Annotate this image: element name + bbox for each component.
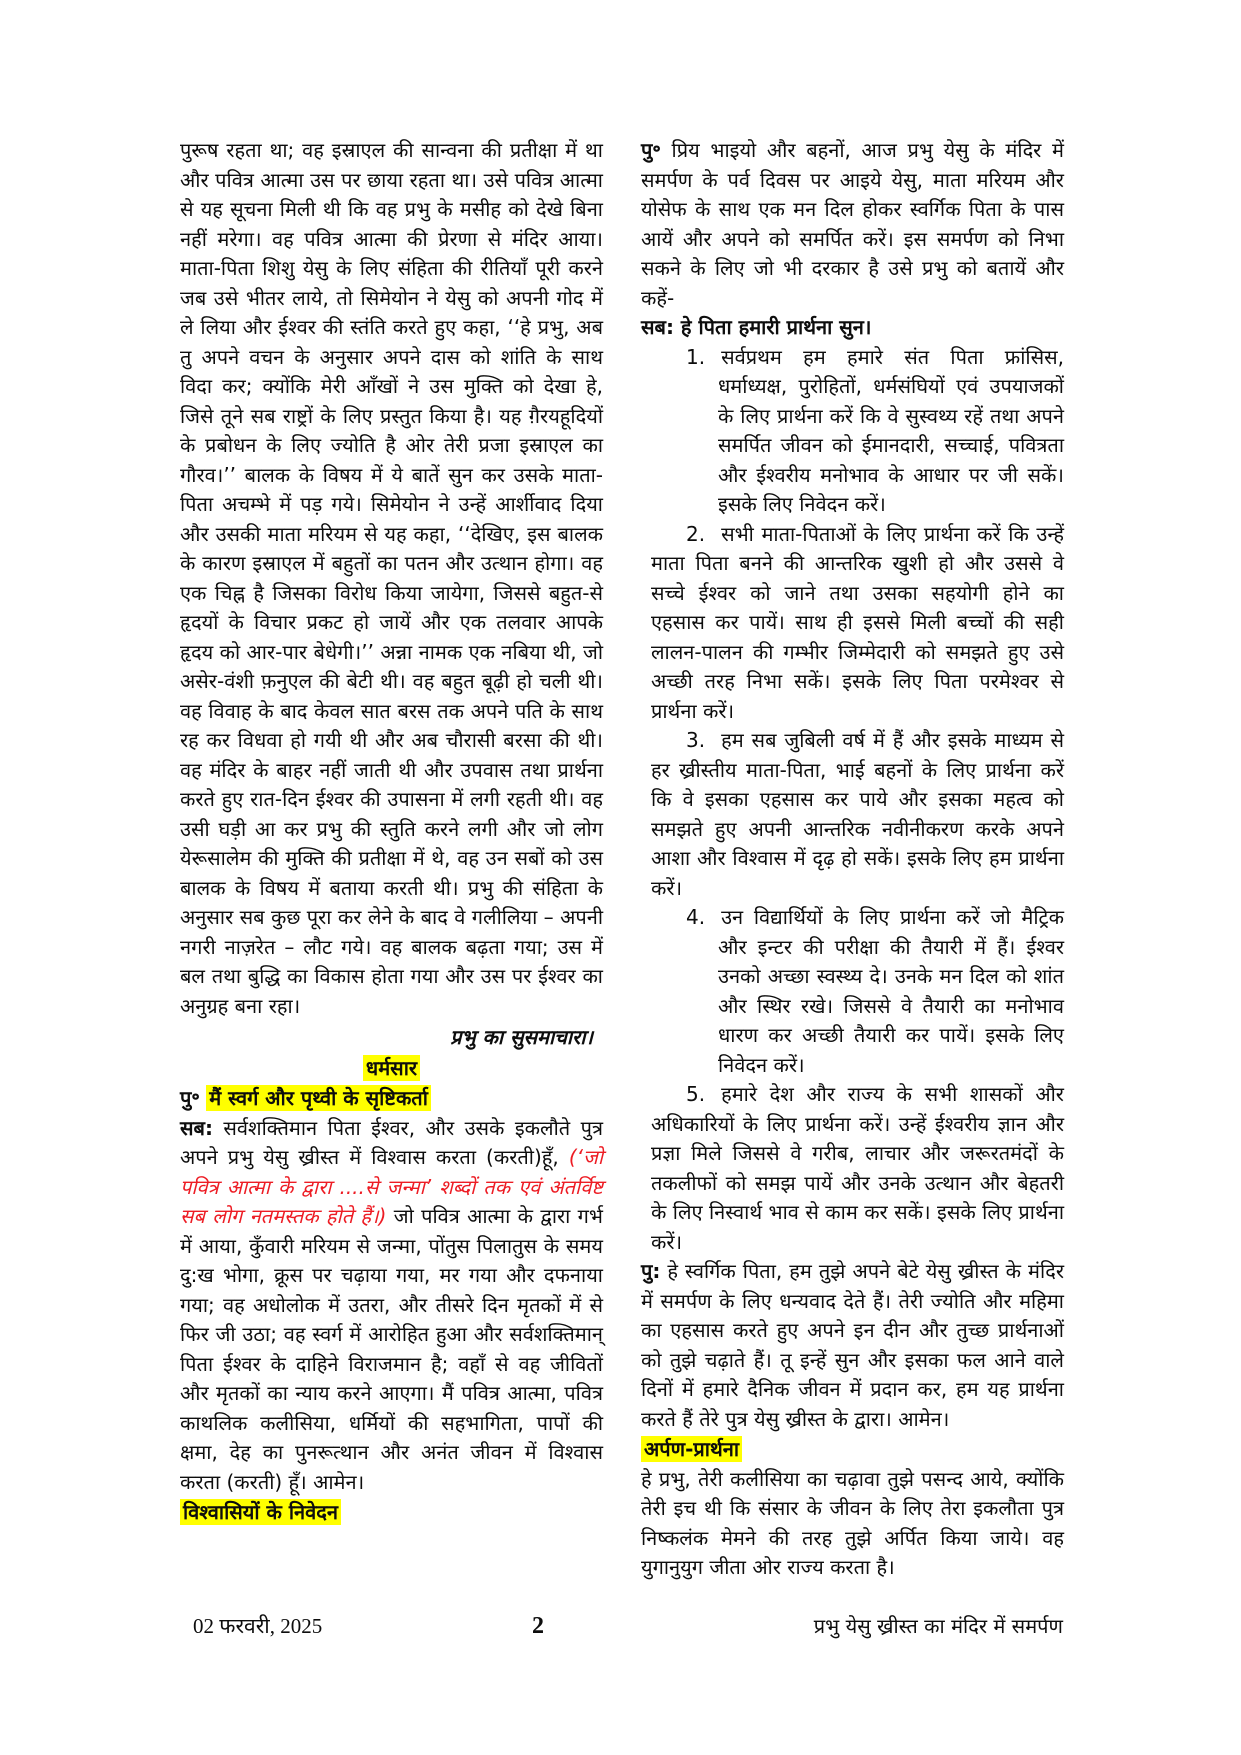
petition-text: हम सब जुबिली वर्ष में हैं और इसके माध्यम से हर ख्रीस्तीय माता-पिता, भाई बहनों के लिए प्रार्थना करें कि वे इसका एहसास कर पाये और इसका महत्व को समझते हुए अपनी आन्तरिक नवीनीकरण करके अपने आशा और विश्वास में दृढ़ हो सकें। इसके लिए हम प्रार्थना करें। <box>651 728 1064 900</box>
two-column-layout <box>180 136 1064 1583</box>
response-line <box>641 313 1064 343</box>
petition-item <box>641 343 1064 520</box>
page-footer <box>193 1612 1063 1640</box>
footer-page-number: 2 <box>532 1613 545 1639</box>
petition-number: 1. <box>686 344 706 369</box>
petitions-list <box>641 343 1064 1258</box>
footer-date: 02 फरवरी, 2025 <box>193 1614 323 1638</box>
petition-item <box>641 726 1064 903</box>
petition-text: सभी माता-पिताओं के लिए प्रार्थना करें कि उन्हें माता पिता बनने की आन्तरिक खुशी हो और उससे वे सच्चे ईश्वर को जाने तथा उसका सहयोगी होने का एहसास कर पायें। साथ ही इससे मिली बच्चों की सही लालन-पालन की गम्भीर जिम्मेदारी को समझते हुए उसे अच्छी तरह निभा सकें। इसके लिए पिता परमेश्वर से प्रार्थना करें। <box>651 521 1064 723</box>
gospel-paragraph: पुरूष रहता था; वह इस्राएल की सान्वना की प्रतीक्षा में था और पवित्र आत्मा उस पर छाया रहता था। उसे पवित्र आत्मा से यह सूचना मिली थी कि वह प्रभु के मसीह को देखे बिना नहीं मरेगा। वह पवित्र आत्मा की प्रेरणा से मंदिर आया। माता-पिता शिशु येसु के लिए संहिता की रीतियाँ पूरी करने जब उसे भीतर लाये, तो सिमेयोन ने येसु को अपनी गोद में ले लिया और ईश्वर की स्तंति करते हुए कहा, ‘‘हे प्रभु, अब तु अपने वचन के अनुसार अपने दास को शांति के साथ विदा कर; क्योंकि मेरी आँखों ने उस मुक्ति को देखा हे, जिसे तूने सब राष्ट्रों के लिए प्रस्तुत किया है। यह ग़ैरयहूदियों के प्रबोधन के लिए ज्योति है ओर तेरी प्रजा इस्राएल का गौरव।’’ बालक के विषय में ये बातें सुन कर उसके माता-पिता अचम्भे में पड़ गये। सिमेयोन ने उन्हें आर्शीवाद दिया और उसकी माता मरियम से यह कहा, ‘‘देखिए, इस बालक के कारण इस्राएल में बहुतों का पतन और उत्थान होगा। वह एक चिह्न है जिसका विरोध किया जायेगा, जिससे बहुत-से हृदयों के विचार प्रकट हो जायें और एक तलवार आपके हृदय को आर-पार बेधेगी।’’ अन्ना नामक एक नबिया थी, जो असेर-वंशी फ़नुएल की बेटी थी। वह बहुत बूढ़ी हो चली थी। वह विवाह के बाद केवल सात बरस तक अपने पति के साथ रह कर विधवा हो गयी थी और अब चौरासी बरसा की थी। वह मंदिर के बाहर नहीं जाती थी और उपवास तथा प्रार्थना करते हुए रात-दिन ईश्वर की उपासना में लगी रहती थी। वह उसी घड़ी आ कर प्रभु की स्तुति करने लगी और जो लोग येरूसालेम की मुक्ति की प्रतीक्षा में थे, वह उन सबों को उस बालक के विषय में बताया करती थी। प्रभु की संहिता के अनुसार सब कुछ पूरा कर लेने के बाद वे गलीलिया – अपनी नगरी नाज़रेत – लौट गये। वह बालक बढ़ता गया; उस में बल तथा बुद्धि का विकास होता गया और उस पर ईश्वर का अनुग्रह बना रहा। <box>180 138 603 1018</box>
creed-text-2: जो पवित्र आत्मा के द्वारा गर्भ में आया, कुँवारी मरियम से जन्मा, पोंतुस पिलातुस के समय दु:ख भोगा, क्रूस पर चढ़ाया गया, मर गया और दफनाया गया; वह अधोलोक में उतरा, और तीसरे दिन मृतकों में से फिर जी उठा; वह स्वर्ग में आरोहित हुआ और सर्वशक्तिमान् पिता ईश्वर के दाहिने विराजमान है; वहाँ से वह जीवितों और मृतकों का न्याय करने आएगा। मैं पवित्र आत्मा, पवित्र काथलिक कलीसिया, धर्मियों की सहभागिता, पापों की क्षमा, देह का पुनरूत्थान और अनंत जीवन में विश्वास करता (करती) हूँ। आमेन। <box>180 1204 603 1494</box>
priest-prefix: पु॰ <box>180 1086 200 1110</box>
left-column <box>180 136 603 1583</box>
gospel-source-line: प्रभु का सुसमाचारा। <box>450 1025 593 1049</box>
intro-text: प्रिय भाइयो और बहनों, आज प्रभु येसु के मंदिर में समर्पण के पर्व दिवस पर आइये येसु, माता मरियम और योसेफ के साथ एक मन दिल होकर स्वर्गिक पिता के पास आयें और अपने को समर्पित करें। इस समर्पण को निभा सकने के लिए जो भी दरकार है उसे प्रभु को बतायें और कहें- <box>641 138 1064 310</box>
faithful-petitions-heading <box>180 1498 603 1528</box>
faithful-heading-highlight: विश्वासियों के निवेदन <box>180 1499 341 1525</box>
petition-number: 3. <box>686 728 706 752</box>
creed-priest-line <box>180 1084 603 1114</box>
creed-section-heading <box>180 1054 603 1084</box>
response-text: हे पिता हमारी प्रार्थना सुन। <box>673 315 872 339</box>
priest-prefix: पु: <box>641 1259 661 1283</box>
petition-number: 2. <box>686 521 706 546</box>
petition-text: उन विद्यार्थियों के लिए प्रार्थना करें जो मैट्रिक और इन्टर की परीक्षा की तैयारी में हैं। ईश्वर उनको अच्छा स्वस्थ्य दे। उनके मन दिल को शांत और स्थिर रखे। जिससे वे तैयारी का मनोभाव धारण कर अच्छी तैयारी कर पायें। इसके लिए निवेदन करें। <box>718 905 1064 1077</box>
petition-item <box>641 520 1064 727</box>
creed-text-1: सर्वशक्तिमान पिता ईश्वर, और उसके इकलौते पुत्र अपने प्रभु येसु ख्रीस्त में विश्वास करता (करती)हूँ, <box>180 1115 603 1169</box>
right-column <box>641 136 1064 1583</box>
offertory-heading <box>641 1435 1064 1465</box>
offertory-paragraph: हे प्रभु, तेरी कलीसिया का चढ़ावा तुझे पसन्द आये, क्योंकि तेरी इच थी कि संसार के जीवन के लिए तेरा इकलौता पुत्र निष्कलंक मेमने की तरह तुझे अर्पित किया जाये। वह युगानुयुग जीता ओर राज्य करता है। <box>641 1466 1064 1579</box>
petition-number: 4. <box>686 905 706 929</box>
priest-prayer-text: हे स्वर्गिक पिता, हम तुझे अपने बेटे येसु ख्रीस्त के मंदिर में समर्पण के लिए धन्यवाद देते हैं। तेरी ज्योति और महिमा का एहसास करते हुए अपने इन दीन और तुच्छ प्रार्थनाओं को तुझे चढ़ाते हैं। तू इन्हें सुन और इसका फल आने वाले दिनों में हमारे दैनिक जीवन में प्रदान कर, हम यह प्रार्थना करते हैं तेरे पुत्र येसु ख्रीस्त के द्वारा। आमेन। <box>641 1259 1064 1431</box>
priest-prefix: पु॰ <box>641 138 661 162</box>
offertory-heading-highlight: अर्पण-प्रार्थना <box>641 1436 742 1462</box>
priest-prayer-paragraph <box>641 1257 1064 1434</box>
petition-item <box>641 1080 1064 1257</box>
creed-rubric-note: (‘जो पवित्र आत्मा के द्वारा ....से जन्मा’ शब्दों तक एवं अंतर्विष्ट सब लोग नतमस्तक होते हैं।) <box>180 1145 603 1228</box>
petition-text: सर्वप्रथम हम हमारे संत पिता फ्रांसिस, धर्माध्यक्ष, पुरोहितों, धर्मसंघियों एवं उपयाजकों के लिए प्रार्थना करें कि वे सुस्वथ्य रहें तथा अपने समर्पित जीवन को ईमानदारी, सच्चाई, पवित्रता और ईश्वरीय मनोभाव के आधार पर जी सकें। इसके लिए निवेदन करें। <box>718 344 1064 516</box>
petition-item <box>641 903 1064 1080</box>
footer-title: प्रभु येसु ख्रीस्त का मंदिर में समर्पण <box>813 1614 1063 1638</box>
petition-text: हमारे देश और राज्य के सभी शासकों और अधिकारियों के लिए प्रार्थना करें। उन्हें ईश्वरीय ज्ञान और प्रज्ञा मिले जिससे वे गरीब, लाचार और जरूरतमंदों के तकलीफों को समझ पायें और उनके उत्थान और बेहतरी के लिए निस्वार्थ भाव से काम कर सकें। इसके लिए प्रार्थना करें। <box>651 1082 1064 1254</box>
creed-heading-highlight: धर्मसार <box>363 1055 420 1081</box>
petition-number: 5. <box>686 1082 706 1106</box>
all-prefix: सब: <box>180 1115 213 1140</box>
intro-paragraph <box>641 136 1064 313</box>
creed-line-highlight: मैं स्वर्ग और पृथ्वी के सृष्टिकर्ता <box>206 1085 431 1111</box>
all-prefix: सब: <box>641 315 674 339</box>
creed-paragraph <box>180 1114 603 1498</box>
